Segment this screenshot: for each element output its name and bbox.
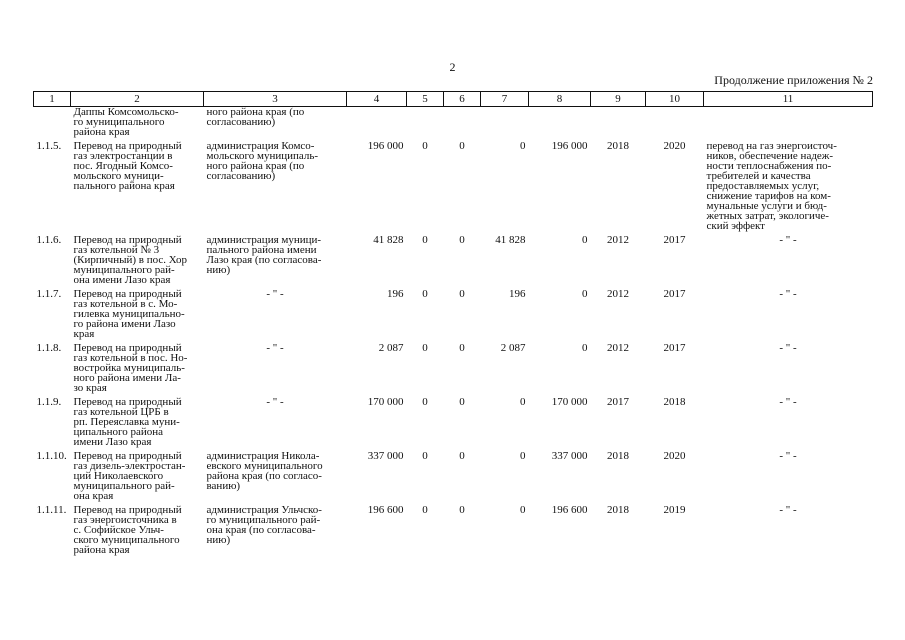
- start-year: 2012: [607, 234, 629, 246]
- expected-result: - " -: [779, 342, 797, 354]
- annex-label: Продолжение приложения № 2: [714, 73, 873, 87]
- value-cell: 0: [582, 342, 588, 354]
- table-row: [34, 451, 873, 505]
- table-row: [34, 107, 873, 142]
- column-header: 5: [407, 92, 444, 107]
- value-cell: 0: [520, 504, 526, 516]
- column-header: 1: [34, 92, 71, 107]
- measure-name: Перевод на природный газ котельной в пос. Но- востройка муниципаль- ного района имени Ла- зо края: [73, 342, 188, 394]
- measure-name: Перевод на природный газ котельной в с. Мо- гилевка муниципально- го района имени Лазо края: [73, 288, 185, 340]
- expected-result: - " -: [779, 504, 797, 516]
- start-year: 2018: [607, 504, 629, 516]
- value-cell: 0: [422, 450, 428, 462]
- value-cell: 196 600: [551, 504, 588, 516]
- value-cell: 0: [459, 450, 465, 462]
- table-row: [34, 343, 873, 397]
- expected-result: - " -: [779, 234, 797, 246]
- table-row: [34, 289, 873, 343]
- end-year: 2020: [663, 140, 686, 152]
- column-header: 6: [444, 92, 481, 107]
- end-year: 2017: [663, 342, 686, 354]
- table-row: [34, 505, 873, 559]
- expected-result: перевод на газ энергоисточ- ников, обеспечение надеж- ности теплоснабжения по- требителей и качества предоставляемых услуг, снижение тарифов на ком- мунальные услуги и бюд- жетных затрат, экологиче- ский эффект: [706, 140, 837, 232]
- start-year: 2012: [607, 342, 629, 354]
- item-number: 1.1.8.: [36, 342, 62, 354]
- expected-result: - " -: [779, 288, 797, 300]
- measure-name: Перевод на природный газ электростанции в пос. Ягодный Комсо- мольского муници- пального района края: [73, 140, 182, 192]
- value-cell: 196: [509, 288, 526, 300]
- value-cell: 196 600: [367, 504, 404, 516]
- start-year: 2018: [607, 140, 629, 152]
- header-row: [34, 92, 873, 107]
- item-number: 1.1.5.: [36, 140, 62, 152]
- value-cell: 0: [459, 504, 465, 516]
- value-cell: 0: [520, 450, 526, 462]
- value-cell: 0: [520, 396, 526, 408]
- data-table: [33, 91, 873, 559]
- value-cell: 0: [582, 288, 588, 300]
- value-cell: 0: [459, 234, 465, 246]
- value-cell: 196: [387, 288, 404, 300]
- responsible-party: - " -: [266, 342, 284, 354]
- column-header: 7: [481, 92, 529, 107]
- table-row: [34, 141, 873, 235]
- value-cell: 0: [422, 140, 428, 152]
- column-header: 11: [704, 92, 873, 107]
- value-cell: 41 828: [373, 234, 404, 246]
- start-year: [591, 107, 646, 142]
- expected-result: - " -: [779, 450, 797, 462]
- value-cell: [529, 107, 591, 142]
- value-cell: 170 000: [551, 396, 588, 408]
- column-header: 2: [71, 92, 204, 107]
- value-cell: 41 828: [495, 234, 526, 246]
- end-year: 2020: [663, 450, 686, 462]
- end-year: [646, 107, 704, 142]
- end-year: 2018: [663, 396, 686, 408]
- value-cell: 170 000: [367, 396, 404, 408]
- measure-name: Даппы Комсомольско- го муниципального района края: [73, 106, 179, 138]
- item-number: 1.1.7.: [36, 288, 62, 300]
- value-cell: 196 000: [367, 140, 404, 152]
- value-cell: 0: [582, 234, 588, 246]
- value-cell: 337 000: [551, 450, 588, 462]
- value-cell: 0: [422, 288, 428, 300]
- end-year: 2019: [663, 504, 686, 516]
- value-cell: 196 000: [551, 140, 588, 152]
- table-row: [34, 397, 873, 451]
- value-cell: 0: [459, 396, 465, 408]
- end-year: 2017: [663, 234, 686, 246]
- start-year: 2012: [607, 288, 629, 300]
- page-number: 2: [449, 60, 456, 74]
- value-cell: 0: [459, 342, 465, 354]
- item-number: 1.1.10.: [36, 450, 67, 462]
- value-cell: 0: [520, 140, 526, 152]
- value-cell: 337 000: [367, 450, 404, 462]
- measure-name: Перевод на природный газ котельной № 3 (Кирпичный) в пос. Хор муниципального рай- она имени Лазо края: [73, 234, 188, 286]
- table-row: [34, 235, 873, 289]
- item-number: 1.1.6.: [36, 234, 62, 246]
- value-cell: 0: [422, 342, 428, 354]
- column-header: 9: [591, 92, 646, 107]
- end-year: 2017: [663, 288, 686, 300]
- column-header: 10: [646, 92, 704, 107]
- value-cell: [444, 107, 481, 142]
- column-header: 3: [204, 92, 347, 107]
- value-cell: 0: [422, 396, 428, 408]
- measure-name: Перевод на природный газ котельной ЦРБ в рп. Переяславка муни- ципального района имени Лазо края: [73, 396, 182, 448]
- value-cell: [407, 107, 444, 142]
- responsible-party: - " -: [266, 288, 284, 300]
- value-cell: 2 087: [378, 342, 404, 354]
- responsible-party: - " -: [266, 396, 284, 408]
- value-cell: [347, 107, 407, 142]
- column-header: 4: [347, 92, 407, 107]
- item-number: 1.1.11.: [36, 504, 67, 516]
- responsible-party: администрация муници- пального района имени Лазо края (по согласова- нию): [206, 234, 322, 276]
- responsible-party: администрация Ульчско- го муниципального рай- она края (по согласова- нию): [206, 504, 322, 546]
- start-year: 2017: [607, 396, 629, 408]
- responsible-party: администрация Комсо- мольского муниципаль- ного района края (по согласованию): [206, 140, 319, 182]
- value-cell: 0: [422, 234, 428, 246]
- item-number: 1.1.9.: [36, 396, 62, 408]
- item-number: [34, 107, 71, 142]
- expected-result: - " -: [779, 396, 797, 408]
- start-year: 2018: [607, 450, 629, 462]
- value-cell: 0: [422, 504, 428, 516]
- measure-name: Перевод на природный газ дизель-электростан- ций Николаевского муниципального рай- она края: [73, 450, 186, 502]
- measure-name: Перевод на природный газ энергоисточника в с. Софийское Ульч- ского муниципального района края: [73, 504, 182, 556]
- value-cell: [481, 107, 529, 142]
- responsible-party: администрация Никола- евского муниципального района края (по согласо- ванию): [206, 450, 323, 492]
- value-cell: 0: [459, 140, 465, 152]
- value-cell: 0: [459, 288, 465, 300]
- value-cell: 2 087: [500, 342, 526, 354]
- expected-result: [704, 107, 873, 142]
- responsible-party: ного района края (по согласованию): [206, 106, 305, 128]
- column-header: 8: [529, 92, 591, 107]
